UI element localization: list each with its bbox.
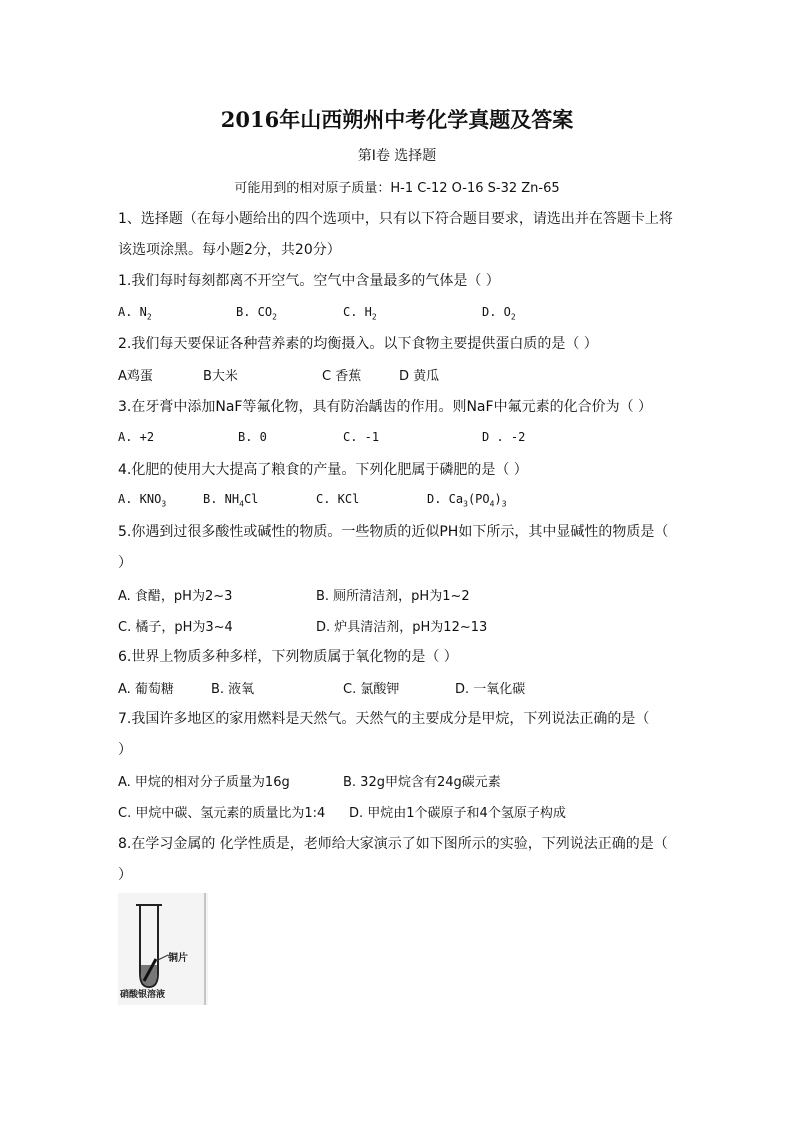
- q1-option-c: C. $H_2$: [343, 305, 377, 322]
- q8-stem-line-1: 8.在学习金属的 化学性质是，老师给大家演示了如下图所示的实验，下列说法正确的是（: [118, 836, 668, 852]
- q1-option-d: D. $O_2$: [482, 305, 516, 322]
- q7-option-c: C. 甲烷中碳、氢元素的质量比为1:4: [118, 806, 326, 821]
- q7-option-b: B. 32g甲烷含有24g碳元素: [343, 775, 501, 790]
- q2-option-b: B大米: [203, 369, 238, 384]
- q2-option-d: D 黄瓜: [399, 369, 440, 384]
- q5-option-c: C. 橘子，pH为3~4: [118, 620, 233, 635]
- q2-option-a: A鸡蛋: [118, 369, 153, 384]
- section-title: 第Ⅰ卷 选择题: [357, 148, 437, 164]
- q5-stem-line-2: ）: [118, 555, 132, 571]
- q5-option-d: D. 炉具清洁剂，pH为12~13: [316, 620, 488, 635]
- q1-option-a: A. $N_2$: [118, 305, 152, 322]
- q4-stem: 4.化肥的使用大大提高了粮食的产量。下列化肥属于磷肥的是（ ）: [118, 462, 528, 478]
- q5-stem-line-1: 5.你遇到过很多酸性或碱性的物质。一些物质的近似PH如下所示，其中显碱性的物质是（: [118, 524, 669, 540]
- silver-nitrate-solution: [141, 965, 157, 986]
- q3-option-a: A. +2: [118, 430, 155, 444]
- q3-option-d: D . -2: [482, 430, 526, 444]
- q4-option-a: A. $KNO_3$: [118, 492, 167, 509]
- q6-option-c: C. 氯酸钾: [343, 682, 400, 697]
- q4-option-b: B. $NH_4Cl$: [203, 492, 259, 509]
- atomic-masses: 可能用到的相对原子质量：H-1 C-12 O-16 S-32 Zn-65: [234, 181, 560, 196]
- q6-option-a: A. 葡萄糖: [118, 682, 174, 697]
- q7-stem-line-2: ）: [118, 742, 132, 758]
- q7-stem-line-1: 7.我国许多地区的家用燃料是天然气。天然气的主要成分是甲烷，下列说法正确的是（: [118, 711, 650, 727]
- page-title: 2016年山西朔州中考化学真题及答案: [220, 107, 574, 132]
- q1-stem: 1.我们每时每刻都离不开空气。空气中含量最多的气体是（ ）: [118, 273, 500, 289]
- q6-stem: 6.世界上物质多种多样，下列物质属于氧化物的是（ ）: [118, 649, 458, 665]
- q2-option-c: C 香蕉: [322, 369, 362, 384]
- q6-option-b: B. 液氧: [211, 682, 255, 697]
- q8-experiment-figure: [118, 893, 208, 1005]
- q3-stem: 3.在牙膏中添加NaF等氟化物，具有防治龋齿的作用。则NaF中氟元素的化合价为（ ）: [118, 399, 653, 415]
- test-tube-diagram: [118, 893, 208, 1005]
- q3-option-c: C. -1: [343, 430, 380, 444]
- q8-stem-line-2: ）: [118, 867, 132, 883]
- copper-label: 铜片: [168, 953, 188, 964]
- q5-option-a: A. 食醋，pH为2~3: [118, 589, 233, 604]
- q4-option-c: C. KCl: [316, 492, 360, 506]
- q4-option-d: D. $Ca_3(PO_4)_3$: [427, 492, 507, 509]
- solution-label: 硝酸银溶液: [120, 990, 166, 1000]
- q1-option-b: B. $CO_2$: [236, 305, 277, 322]
- instructions-line-2: 该选项涂黑。每小题2分，共20分）: [118, 242, 341, 258]
- instructions-line-1: 1、选择题（在每小题给出的四个选项中，只有以下符合题目要求，请选出并在答题卡上将: [118, 211, 673, 227]
- q7-option-a: A. 甲烷的相对分子质量为16g: [118, 775, 290, 790]
- q2-stem: 2.我们每天要保证各种营养素的均衡摄入。以下食物主要提供蛋白质的是（ ）: [118, 336, 598, 352]
- q3-option-b: B. 0: [238, 430, 267, 444]
- q7-option-d: D. 甲烷由1个碳原子和4个氢原子构成: [349, 806, 566, 821]
- figure-background: [118, 893, 208, 1005]
- q6-option-d: D. 一氧化碳: [455, 682, 526, 697]
- q5-option-b: B. 厕所清洁剂，pH为1~2: [316, 589, 470, 604]
